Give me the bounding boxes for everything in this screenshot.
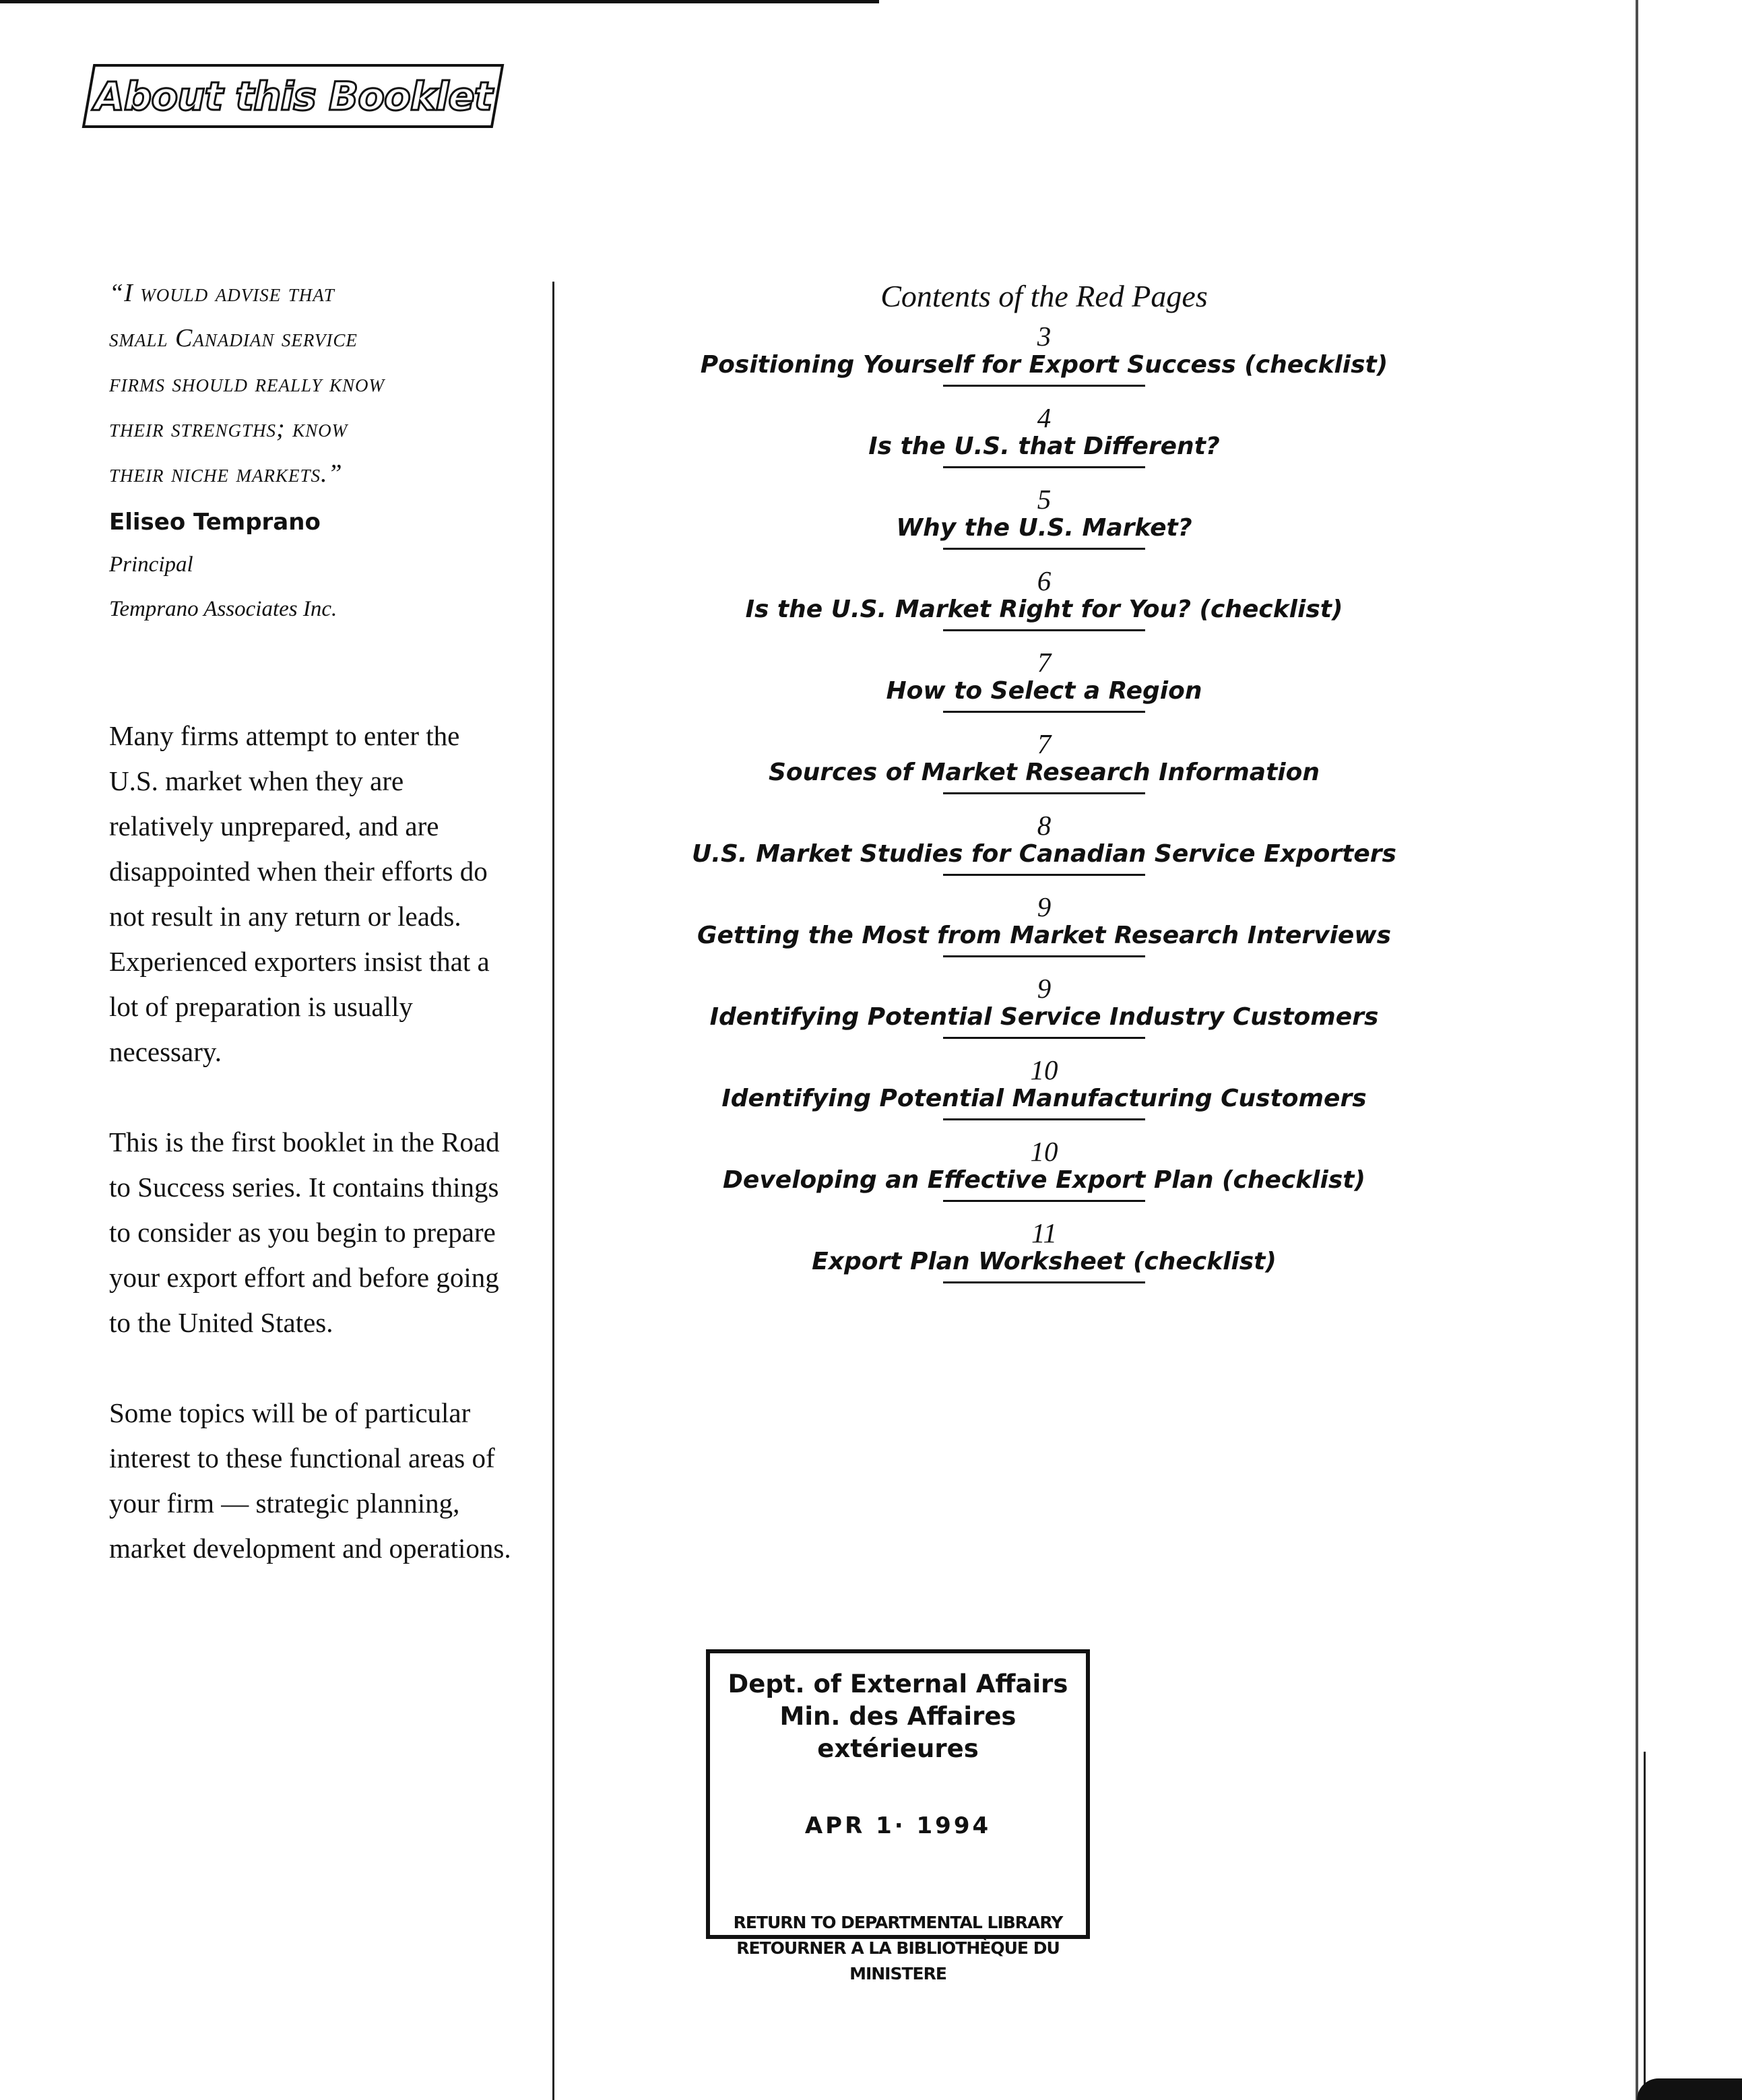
page-corner-shadow bbox=[1637, 2078, 1742, 2100]
body-paragraph-2: This is the first booklet in the Road to Success series. It contains things to consider as you begin to prepare your export effort and before going to the United States. bbox=[109, 1126, 500, 1338]
quote-line: their strengths; know bbox=[109, 414, 348, 443]
entry-rule bbox=[943, 711, 1145, 713]
contents-page-number: 6 bbox=[1037, 565, 1052, 596]
contents-entry bbox=[647, 486, 1442, 567]
entry-rule bbox=[943, 1200, 1145, 1202]
contents-entry bbox=[647, 1219, 1442, 1301]
quote-author-role: Principal bbox=[109, 552, 193, 577]
contents-entry-label: Identifying Potential Service Industry Customers bbox=[709, 1003, 1379, 1031]
contents-entry-label: Is the U.S. that Different? bbox=[868, 433, 1220, 460]
contents-page-number: 7 bbox=[1037, 647, 1052, 678]
contents-entry bbox=[647, 893, 1442, 975]
entry-rule bbox=[943, 1118, 1145, 1120]
contents-entry bbox=[647, 975, 1442, 1056]
page-edge-line-lower bbox=[1644, 1752, 1646, 2100]
entry-rule bbox=[943, 1037, 1145, 1039]
contents-entry-label: How to Select a Region bbox=[886, 677, 1202, 705]
contents-entry-label: Export Plan Worksheet (checklist) bbox=[812, 1248, 1277, 1275]
pull-quote bbox=[109, 271, 513, 631]
body-paragraph-1: Many firms attempt to enter the U.S. market when they are relatively unprepared, and are disappointed when their efforts do not result in any return or leads. Experienced exporters insist that a lot of preparation is usually necessary. bbox=[109, 720, 490, 1067]
contents-page-number: 4 bbox=[1037, 402, 1052, 433]
contents-page-number: 7 bbox=[1037, 728, 1052, 759]
quote-line: firms should really know bbox=[109, 369, 385, 397]
page-edge-line bbox=[1636, 0, 1638, 2100]
contents-page-number: 5 bbox=[1037, 484, 1052, 515]
contents-entry bbox=[647, 649, 1442, 730]
entry-rule bbox=[943, 955, 1145, 957]
contents-title: Contents of the Red Pages bbox=[880, 279, 1208, 313]
stamp-return-line-fr: RETOURNER A LA BIBLIOTHÈQUE DU MINISTERE bbox=[736, 1938, 1060, 1983]
contents-entry-label: Why the U.S. Market? bbox=[896, 514, 1192, 542]
quote-line: “I would advise that bbox=[109, 279, 335, 307]
stamp-ministry-line: Min. des Affaires extérieures bbox=[779, 1702, 1017, 1763]
entry-rule bbox=[943, 466, 1145, 468]
contents-entry bbox=[647, 1138, 1442, 1219]
top-rule bbox=[0, 0, 879, 3]
entry-rule bbox=[943, 792, 1145, 794]
entry-rule bbox=[943, 1281, 1145, 1283]
contents-page-number: 11 bbox=[1031, 1217, 1057, 1248]
contents-page-number: 9 bbox=[1037, 973, 1052, 1004]
section-title-banner bbox=[82, 64, 505, 128]
contents-page-number: 10 bbox=[1030, 1136, 1058, 1167]
column-divider bbox=[552, 282, 554, 2100]
quote-author-company: Temprano Associates Inc. bbox=[109, 597, 337, 621]
contents-entry bbox=[647, 567, 1442, 649]
library-stamp bbox=[706, 1649, 1090, 1983]
left-column bbox=[109, 271, 513, 1571]
contents-entry-label: Positioning Yourself for Export Success (checklist) bbox=[700, 351, 1388, 379]
quote-author-name: Eliseo Temprano bbox=[109, 509, 321, 536]
stamp-date: APR 1· 1994 bbox=[804, 1812, 992, 1839]
entry-rule bbox=[943, 874, 1145, 876]
stamp-return-line-en: RETURN TO DEPARTMENTAL LIBRARY bbox=[733, 1913, 1063, 1932]
contents-entry-label: Identifying Potential Manufacturing Customers bbox=[721, 1085, 1367, 1112]
entry-rule bbox=[943, 385, 1145, 387]
contents-entry bbox=[647, 323, 1442, 404]
contents-page-number: 9 bbox=[1037, 891, 1052, 922]
contents-page-number: 8 bbox=[1037, 810, 1052, 841]
contents-entry bbox=[647, 1056, 1442, 1138]
contents-page-number: 3 bbox=[1037, 321, 1052, 352]
body-paragraph-3: Some topics will be of particular interest to these functional areas of your firm — strategic planning, market development and operations. bbox=[109, 1397, 511, 1564]
quote-line: small Canadian service bbox=[109, 324, 358, 352]
contents-entry-label: U.S. Market Studies for Canadian Service Exporters bbox=[692, 840, 1396, 868]
contents-entry bbox=[647, 812, 1442, 893]
contents-entry-label: Getting the Most from Market Research Interviews bbox=[697, 922, 1392, 949]
contents-entry-label: Is the U.S. Market Right for You? (checklist) bbox=[745, 596, 1343, 623]
quote-line: their niche markets.” bbox=[109, 459, 343, 488]
contents-page-number: 10 bbox=[1030, 1054, 1058, 1085]
contents-entry bbox=[647, 730, 1442, 812]
contents-entry bbox=[647, 404, 1442, 486]
table-of-contents bbox=[647, 273, 1442, 1301]
entry-rule bbox=[943, 629, 1145, 631]
section-title: About this Booklet bbox=[94, 73, 492, 119]
stamp-dept-line: Dept. of External Affairs bbox=[728, 1669, 1068, 1698]
contents-entry-label: Developing an Effective Export Plan (checklist) bbox=[723, 1166, 1365, 1194]
entry-rule bbox=[943, 548, 1145, 550]
contents-entry-label: Sources of Market Research Information bbox=[769, 759, 1320, 786]
